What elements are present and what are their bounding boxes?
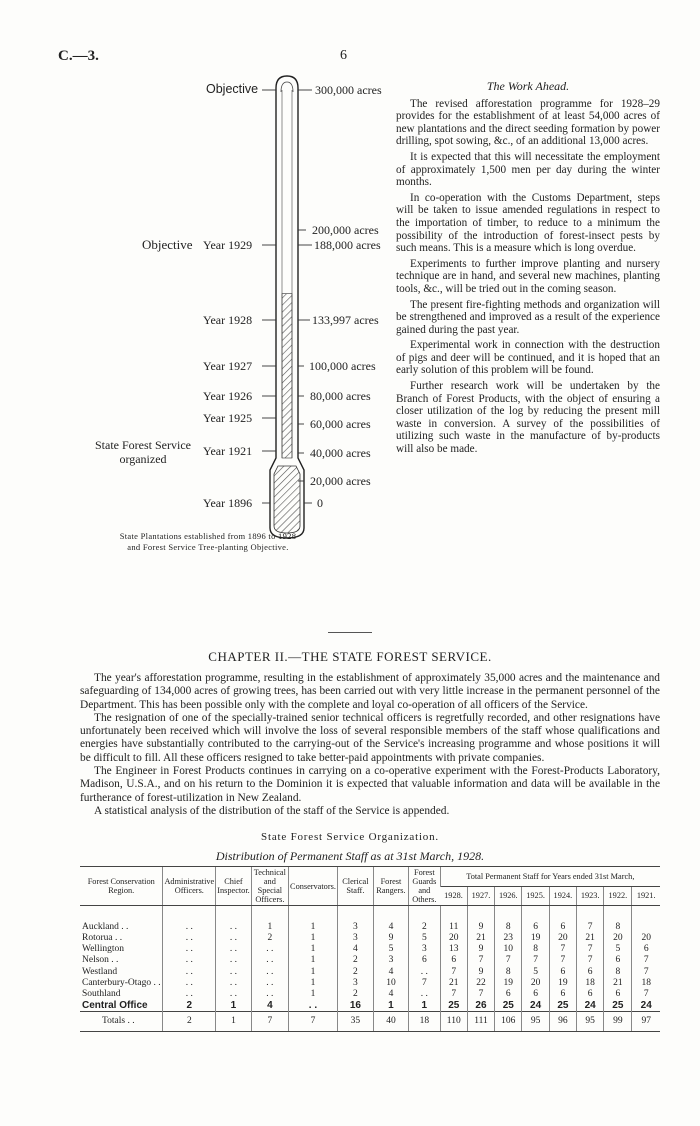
table-cell: 1 <box>289 944 338 955</box>
totals-cell: 97 <box>632 1012 660 1032</box>
header-year: 1923. <box>577 886 604 906</box>
table-cell: 7 <box>549 955 576 966</box>
table-cell: 8 <box>604 967 632 978</box>
table-cell: 13 <box>440 944 467 955</box>
table-cell: 6 <box>549 906 576 934</box>
thermometer-column-fill <box>282 294 292 458</box>
state-service-line1: State Forest Service <box>95 438 191 452</box>
table-cell: 7 <box>632 955 660 966</box>
acres-300000-label: 300,000 acres <box>315 83 382 97</box>
table-cell: 23 <box>495 933 522 944</box>
table-cell: . . <box>251 967 288 978</box>
totals-cell: 40 <box>373 1012 408 1032</box>
table-cell: 1 <box>409 1000 441 1012</box>
table-cell: 7 <box>549 944 576 955</box>
year-1927-label: Year 1927 <box>203 359 253 373</box>
table-cell: . . <box>163 944 216 955</box>
totals-cell: 111 <box>467 1012 494 1032</box>
table-cell: . . <box>163 955 216 966</box>
table-row <box>80 933 660 944</box>
table-cell: 20 <box>604 933 632 944</box>
document-reference: C.—3. <box>58 48 99 64</box>
table-cell: 7 <box>440 989 467 1000</box>
table-cell: 4 <box>251 1000 288 1012</box>
header-admin: Administrative Officers. <box>163 867 216 906</box>
table-cell: 6 <box>440 955 467 966</box>
figure-caption <box>88 531 328 553</box>
row-region: Southland <box>82 989 121 1000</box>
totals-label: Totals . . <box>80 1012 163 1032</box>
table-cell: 18 <box>632 978 660 989</box>
table-cell: 2 <box>251 933 288 944</box>
table-cell: 6 <box>577 967 604 978</box>
acre-ticks <box>298 90 312 503</box>
table-cell: 9 <box>373 933 408 944</box>
acres-188000-label: 188,000 acres <box>314 238 381 252</box>
table-cell: 7 <box>467 989 494 1000</box>
totals-cell: 106 <box>495 1012 522 1032</box>
table-cell: 9 <box>467 906 494 934</box>
state-service-line2: organized <box>119 452 167 466</box>
table-title: State Forest Service Organization. <box>261 831 439 843</box>
table-cell: . . <box>251 978 288 989</box>
table-cell: 1 <box>373 1000 408 1012</box>
totals-cell: 1 <box>216 1012 251 1032</box>
table-cell: 6 <box>409 955 441 966</box>
section-divider <box>328 632 372 633</box>
table-cell: 9 <box>467 967 494 978</box>
state-service-label <box>88 438 198 466</box>
table-cell: 2 <box>337 967 373 978</box>
table-cell: 8 <box>495 967 522 978</box>
table-cell: 6 <box>549 989 576 1000</box>
row-region: Canterbury-Otago . . <box>82 977 161 988</box>
acres-zero-label: 0 <box>317 496 323 510</box>
header-clerical: Clerical Staff. <box>337 867 373 906</box>
table-cell: 9 <box>467 944 494 955</box>
table-row <box>80 967 660 978</box>
year-1925-label: Year 1925 <box>203 411 253 425</box>
table-cell: . . <box>409 989 441 1000</box>
header-chief: Chief Inspector. <box>216 867 251 906</box>
acres-100000-label: 100,000 acres <box>309 359 376 373</box>
table-cell: . . <box>163 906 216 934</box>
table-cell: 11 <box>440 906 467 934</box>
totals-cell: 95 <box>577 1012 604 1032</box>
table-cell: 25 <box>440 1000 467 1012</box>
table-cell: 6 <box>604 989 632 1000</box>
table-cell: 6 <box>522 989 549 1000</box>
header-guards: Forest Guards and Others. <box>409 867 441 906</box>
header-year: 1924. <box>549 886 576 906</box>
table-cell: . . <box>216 967 251 978</box>
table-cell: 4 <box>373 989 408 1000</box>
table-cell: 1 <box>289 967 338 978</box>
table-cell: 8 <box>604 906 632 934</box>
table-cell: 6 <box>604 955 632 966</box>
caption-line1: State Plantations established from 1896 to 1928 <box>119 531 297 541</box>
work-ahead-paragraph: Further research work will be undertaken by the Branch of Forest Products, with the object of ensuring a closer utilization of the log by reducing the present mill waste in conversion. A survey of the possibilities of utilizing such waste in the manufacture of by-products will also be made. <box>396 380 660 456</box>
acres-40000-label: 40,000 acres <box>310 446 371 460</box>
table-row <box>80 1000 660 1012</box>
table-cell: 1 <box>289 989 338 1000</box>
table-cell: 7 <box>522 955 549 966</box>
table-cell: 8 <box>522 944 549 955</box>
table-cell: 21 <box>577 933 604 944</box>
table-cell: 6 <box>577 989 604 1000</box>
table-cell: 7 <box>577 906 604 934</box>
table-cell: 8 <box>495 906 522 934</box>
table-row <box>80 989 660 1000</box>
row-region: Auckland . . <box>82 922 129 932</box>
table-cell: 21 <box>440 978 467 989</box>
header-rangers: Forest Rangers. <box>373 867 408 906</box>
table-cell: 20 <box>440 933 467 944</box>
staff-distribution-table <box>80 866 660 1032</box>
totals-cell: 110 <box>440 1012 467 1032</box>
table-row <box>80 944 660 955</box>
table-cell: 22 <box>467 978 494 989</box>
table-cell: 7 <box>577 944 604 955</box>
table-cell: 19 <box>522 933 549 944</box>
header-year: 1925. <box>522 886 549 906</box>
table-cell: 1 <box>289 933 338 944</box>
totals-cell: 7 <box>289 1012 338 1032</box>
acres-60000-label: 60,000 acres <box>310 417 371 431</box>
table-cell: 19 <box>495 978 522 989</box>
row-region: Central Office <box>82 1000 148 1012</box>
table-cell: 7 <box>495 955 522 966</box>
table-cell: 5 <box>522 967 549 978</box>
table-cell: 25 <box>604 1000 632 1012</box>
table-cell: 21 <box>467 933 494 944</box>
acres-133997-label: 133,997 acres <box>312 313 379 327</box>
table-cell: 24 <box>522 1000 549 1012</box>
table-cell: 7 <box>440 967 467 978</box>
year-ticks <box>262 90 276 503</box>
thermometer-bulb-fill <box>274 466 300 533</box>
table-cell: 10 <box>373 978 408 989</box>
objective-top-label: Objective <box>206 82 259 96</box>
table-cell: 24 <box>577 1000 604 1012</box>
header-year: 1922. <box>604 886 632 906</box>
table-cell: . . <box>409 967 441 978</box>
table-cell: 7 <box>409 978 441 989</box>
objective-mid-label: Objective <box>142 237 193 252</box>
page-number: 6 <box>340 48 347 63</box>
totals-row <box>80 1012 660 1032</box>
table-cell: 26 <box>467 1000 494 1012</box>
table-cell: 3 <box>337 933 373 944</box>
work-ahead-paragraph: It is expected that this will necessitate the employment of approximately 1,500 men per day during the winter months. <box>396 150 660 189</box>
acres-80000-label: 80,000 acres <box>310 389 371 403</box>
work-ahead-section <box>396 80 660 459</box>
acres-200000-label: 200,000 acres <box>312 223 379 237</box>
row-region: Nelson . . <box>82 955 119 966</box>
table-row <box>80 906 660 934</box>
header-year: 1926. <box>495 886 522 906</box>
table-cell: . . <box>163 989 216 1000</box>
table-cell: 18 <box>577 978 604 989</box>
year-1929-label: Year 1929 <box>203 238 253 252</box>
totals-cell: 35 <box>337 1012 373 1032</box>
table-cell: . . <box>163 967 216 978</box>
header-year: 1928. <box>440 886 467 906</box>
row-region: Wellington <box>82 944 124 955</box>
caption-line2: and Forest Service Tree-planting Objective. <box>127 542 289 552</box>
table-cell: 7 <box>577 955 604 966</box>
table-cell: 21 <box>604 978 632 989</box>
chapter-paragraph: A statistical analysis of the distribution of the staff of the Service is appended. <box>94 804 450 817</box>
work-ahead-paragraph: Experimental work in connection with the destruction of pigs and deer will be continued, and it is hoped that an early solution of this problem will be found. <box>396 339 660 377</box>
work-ahead-paragraph: The revised afforestation programme for 1928–29 provides for the establishment of at least 54,000 acres of new plantations and the direct seeding formation by power drilling, spot sowing, &c., of an additional 13,000 acres. <box>396 97 660 148</box>
table-cell: 1 <box>289 955 338 966</box>
table-cell: 2 <box>337 989 373 1000</box>
row-region: Rotorua . . <box>82 933 123 944</box>
table-cell: 3 <box>409 944 441 955</box>
table-cell: . . <box>216 955 251 966</box>
totals-cell: 2 <box>163 1012 216 1032</box>
table-cell: 10 <box>495 944 522 955</box>
chapter-paragraph: The resignation of one of the specially-trained senior technical officers is regretfully recorded, and other resignations have unfortunately been received which will involve the loss of several responsible members of the staff whose qualifications and energies have substantially contributed to the carrying-out of the Service's increasing programme and whose positions it will be difficult to fill. All these officers resigned to take better-paid appointments with private companies. <box>80 711 660 764</box>
table-cell: 3 <box>337 978 373 989</box>
year-1926-label: Year 1926 <box>203 389 253 403</box>
table-cell: . . <box>289 1000 338 1012</box>
table-cell: . . <box>216 906 251 934</box>
table-cell: 5 <box>373 944 408 955</box>
table-cell: 4 <box>373 967 408 978</box>
table-cell: 24 <box>632 1000 660 1012</box>
table-cell: 1 <box>289 906 338 934</box>
table-row <box>80 978 660 989</box>
table-subtitle: Distribution of Permanent Staff as at 31st March, 1928. <box>215 849 485 863</box>
table-cell: 19 <box>549 978 576 989</box>
table-cell: 7 <box>467 955 494 966</box>
row-region: Westland <box>82 966 118 977</box>
table-cell: 4 <box>373 906 408 934</box>
totals-cell: 99 <box>604 1012 632 1032</box>
acres-20000-label: 20,000 acres <box>310 474 371 488</box>
table-cell: . . <box>216 978 251 989</box>
table-cell: 5 <box>409 933 441 944</box>
chapter-paragraph: The Engineer in Forest Products continues in carrying on a co-operative experiment with the Forest-Products Laboratory, Madison, U.S.A., and on his return to the Dominion it is expected that valuable information and data will be available in the furtherance of forest-utilization in New Zealand. <box>80 765 660 804</box>
table-cell: 2 <box>409 906 441 934</box>
table-cell: 16 <box>337 1000 373 1012</box>
table-cell: 7 <box>632 967 660 978</box>
table-cell: 7 <box>632 989 660 1000</box>
work-ahead-paragraph: Experiments to further improve planting and nursery technique are in hand, and several new machines, planting tools, &c., will be tried out in the coming season. <box>396 257 660 295</box>
table-cell: . . <box>163 933 216 944</box>
header-year: 1927. <box>467 886 494 906</box>
totals-cell: 18 <box>409 1012 441 1032</box>
table-cell: 5 <box>604 944 632 955</box>
table-cell: 2 <box>337 955 373 966</box>
table-cell: 20 <box>549 933 576 944</box>
table-cell: . . <box>163 978 216 989</box>
work-ahead-paragraph: The present fire-fighting methods and organization will be strengthened and improved as a result of the experience gained during the past year. <box>396 298 660 336</box>
year-1921-label: Year 1921 <box>203 444 253 458</box>
table-cell: 3 <box>337 906 373 934</box>
table-cell: . . <box>251 955 288 966</box>
table-cell: 6 <box>495 989 522 1000</box>
table-cell: 6 <box>522 906 549 934</box>
table-cell: 6 <box>632 944 660 955</box>
table-cell: 1 <box>251 906 288 934</box>
totals-cell: 95 <box>522 1012 549 1032</box>
chapter-title: CHAPTER II.—THE STATE FOREST SERVICE. <box>208 649 492 664</box>
totals-cell: 7 <box>251 1012 288 1032</box>
table-cell: . . <box>216 944 251 955</box>
work-ahead-title: The Work Ahead. <box>486 79 570 93</box>
chapter-body <box>80 672 660 818</box>
totals-cell: 96 <box>549 1012 576 1032</box>
table-cell: 3 <box>373 955 408 966</box>
table-cell: 6 <box>549 967 576 978</box>
table-cell: 4 <box>337 944 373 955</box>
table-cell: 20 <box>632 933 660 944</box>
table-cell: 1 <box>216 1000 251 1012</box>
header-conservators: Conservators. <box>289 867 338 906</box>
header-technical: Technical and Special Officers. <box>251 867 288 906</box>
table-cell: . . <box>216 989 251 1000</box>
table-row <box>80 955 660 966</box>
table-cell <box>632 906 660 934</box>
table-cell: . . <box>251 989 288 1000</box>
year-1928-label: Year 1928 <box>203 313 253 327</box>
table-cell: 25 <box>495 1000 522 1012</box>
work-ahead-paragraph: In co-operation with the Customs Department, steps will be taken to issue amended regulations in respect to the importation of timber, to reduce to a minimum the possibility of the introduction of forest-insect pests by such means. This is a measure which is long overdue. <box>396 191 660 255</box>
header-year: 1921. <box>632 886 660 906</box>
year-1896-label: Year 1896 <box>203 496 253 510</box>
table-cell: . . <box>251 944 288 955</box>
header-region: Forest Conservation Region. <box>80 867 163 906</box>
table-cell: 20 <box>522 978 549 989</box>
table-cell: 2 <box>163 1000 216 1012</box>
table-cell: 25 <box>549 1000 576 1012</box>
table-cell: . . <box>216 933 251 944</box>
header-total-group: Total Permanent Staff for Years ended 31st March, <box>440 867 660 887</box>
table-cell: 1 <box>289 978 338 989</box>
chapter-paragraph: The year's afforestation programme, resulting in the establishment of approximately 35,000 acres and the maintenance and safeguarding of 134,000 acres of growing trees, has been carried out with very little increase in the permanent personnel of the Department. This has been possible only with the complete and loyal co-operation of all officers of the Service. <box>80 672 660 711</box>
